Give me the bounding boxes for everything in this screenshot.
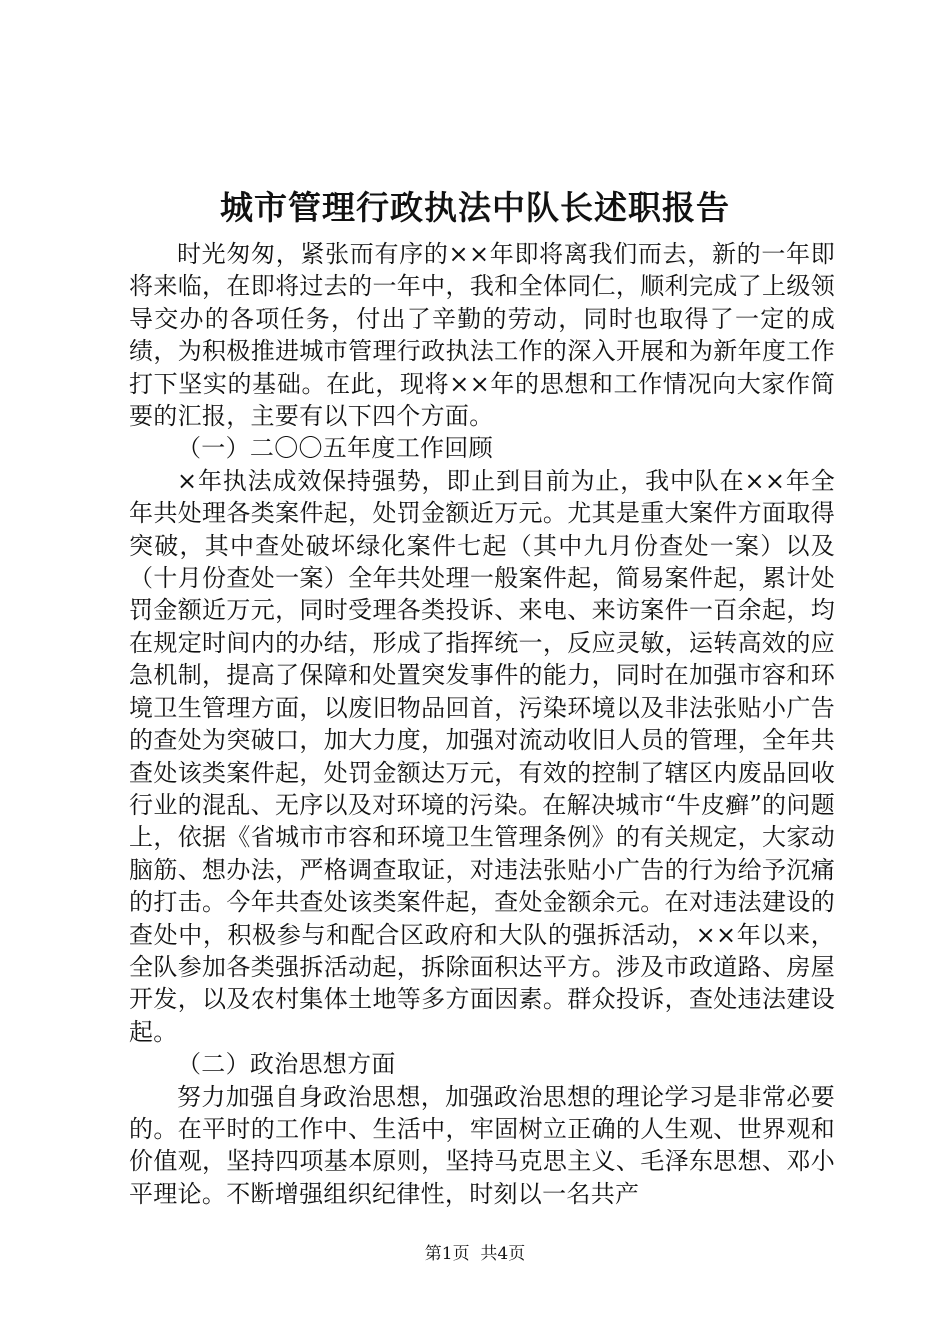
section-heading-1: （一）二〇〇五年度工作回顾 — [177, 434, 493, 463]
page-footer — [0, 1243, 950, 1265]
section-2-paragraph: 努力加强自身政治思想，加强政治思想的理论学习是非常必要的。在平时的工作中、生活中，牢固树立正确的人生观、世界观和价值观，坚持四项基本原则，坚持马克思主义、毛泽东思想、邓小平理论。不断增强组织纪律性，时刻以一名共产 — [129, 1082, 835, 1208]
page-number: 第1页 — [424, 1244, 470, 1264]
intro-paragraph: 时光匆匆，紧张而有序的××年即将离我们而去，新的一年即将来临，在即将过去的一年中，我和全体同仁，顺利完成了上级领导交办的各项任务，付出了辛勤的劳动，同时也取得了一定的成绩，为积极推进城市管理行政执法工作的深入开展和为新年度工作打下坚实的基础。在此，现将××年的思想和工作情况向大家作简要的汇报，主要有以下四个方面。 — [129, 240, 835, 431]
document-title: 城市管理行政执法中队长述职报告 — [220, 188, 730, 227]
section-heading-2: （二）政治思想方面 — [177, 1050, 396, 1079]
section-1-paragraph: ×年执法成效保持强势，即止到目前为止，我中队在××年全年共处理各类案件起，处罚金额近万元。尤其是重大案件方面取得突破，其中查处破坏绿化案件七起（其中九月份查处一案）以及（十月份查处一案）全年共处理一般案件起，简易案件起，累计处罚金额近万元，同时受理各类投诉、来电、来访案件一百余起，均在规定时间内的办结，形成了指挥统一，反应灵敏，运转高效的应急机制，提高了保障和处置突发事件的能力，同时在加强市容和环境卫生管理方面，以废旧物品回首，污染环境以及非法张贴小广告的查处为突破口，加大力度，加强对流动收旧人员的管理，全年共查处该类案件起，处罚金额达万元，有效的控制了辖区内废品回收行业的混乱、无序以及对环境的污染。在解决城市“牛皮癣”的问题上，依据《省城市市容和环境卫生管理条例》的有关规定，大家动脑筋、想办法，严格调查取证，对违法张贴小广告的行为给予沉痛的打击。今年共查处该类案件起，查处金额余元。在对违法建设的查处中，积极参与和配合区政府和大队的强拆活动，××年以来，全队参加各类强拆活动起，拆除面积达平方。涉及市政道路、房屋开发，以及农村集体土地等多方面因素。群众投诉，查处违法建设起。 — [129, 466, 835, 1046]
document-body — [129, 238, 835, 1210]
page-total: 共4页 — [480, 1244, 526, 1264]
